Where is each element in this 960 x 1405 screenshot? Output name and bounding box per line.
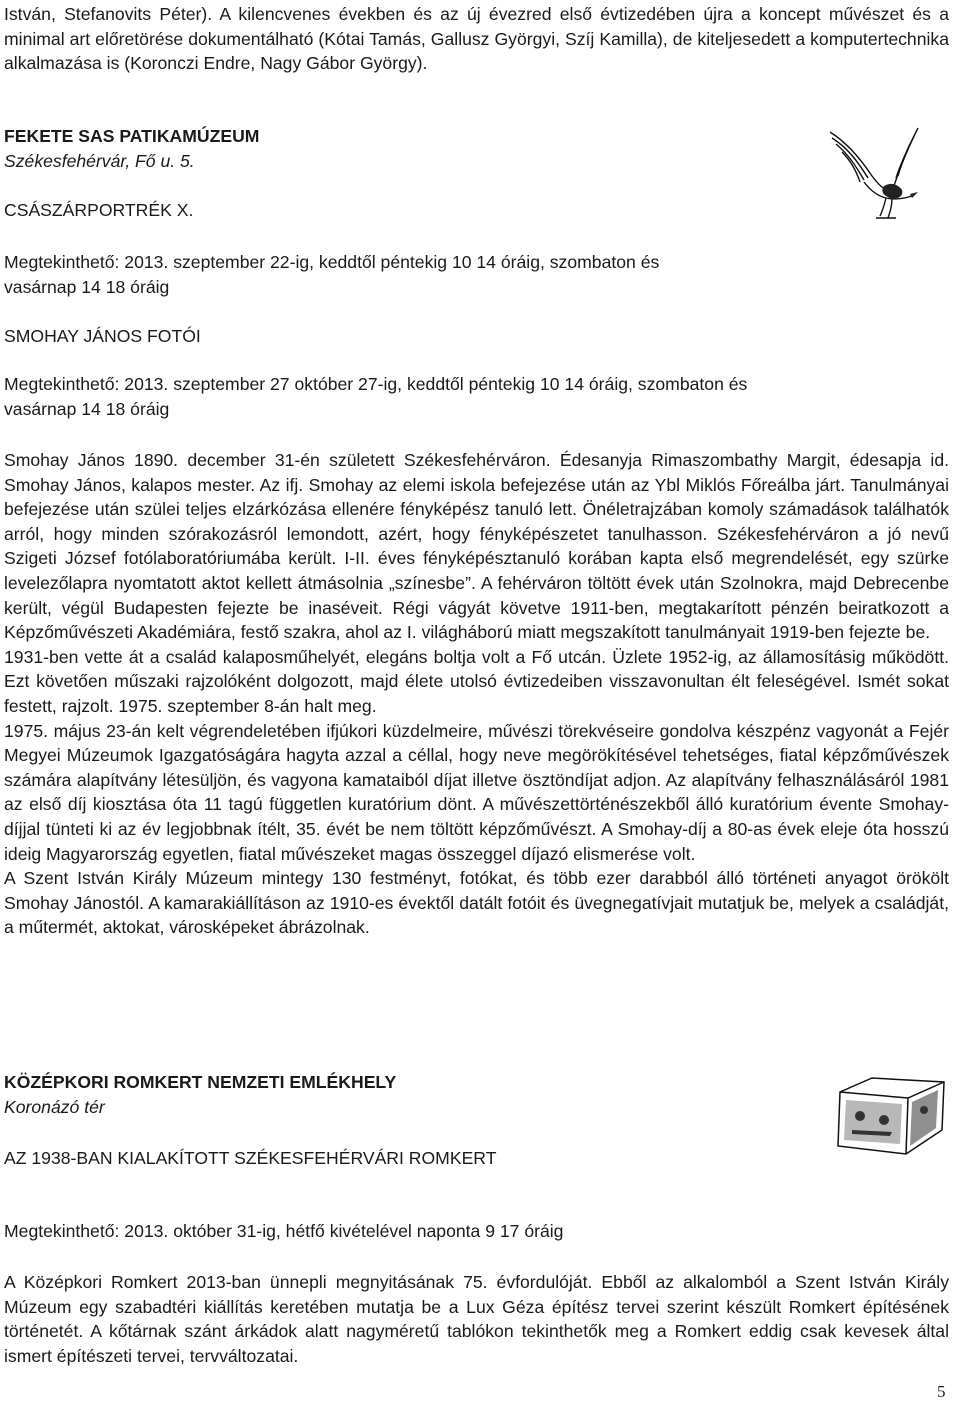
exhibition-title-2: SMOHAY JÁNOS FOTÓI bbox=[4, 326, 201, 346]
exhibition-dates-2: Megtekinthető: 2013. szeptember 27 október 27-ig, keddtől péntekig 10 14 óráig, szombaton és vasárnap 14 18 óráig bbox=[4, 374, 748, 419]
page-number: 5 bbox=[937, 1382, 946, 1401]
museum-title: FEKETE SAS PATIKAMÚZEUM bbox=[4, 126, 260, 146]
romkert-title: KÖZÉPKORI ROMKERT NEMZETI EMLÉKHELY bbox=[4, 1072, 397, 1092]
museum-address: Székesfehérvár, Fő u. 5. bbox=[4, 151, 195, 171]
romkert-description: A Középkori Romkert 2013-ban ünnepli megnyitásának 75. évfordulóját. Ebből az alkalomból a Szent István Király Múzeum egy szabadtéri kiállítás keretében mutatja be a Lux Géza építész tervei szerint készült Romkert építésének történetét. A kőtárnak szánt árkádok alatt nagyméretű tablókon tekinthetők meg a Romkert eddig csak kevesek által ismert építészeti tervei, tervváltozatai. bbox=[4, 1272, 949, 1366]
exhibition-title-1: CSÁSZÁRPORTRÉK X. bbox=[4, 200, 194, 220]
bio-paragraph: 1975. május 23-án kelt végrendeletében ifjúkori küzdelmeire, művészi törekvéseire gondolva készpénz vagyonát a Fejér Megyei Múzeumok Igazgatóságára hagyta azzal a céllal, hogy neve megörökítésével tehetséges, fiatal képzőművészek számára alapítvány létesüljön, és vagyona kamataiból díjat illetve ösztöndíjat adjon. Az alapítvány felhasználásáról 1981 az első díj kiosztása óta 11 tagú független kuratórium dönt. A művészettörténészekből álló kuratórium évente Smohay-díjjal tünteti ki az év legjobbnak ítélt, 35. évét be nem töltött képzőművészt. A Smohay-díj a 80-as évek eleje óta hosszú ideig Magyarország egyetlen, fiatal művészeket magas összeggel díjazó elismerése volt. bbox=[4, 720, 949, 864]
romkert-address: Koronázó tér bbox=[4, 1097, 105, 1117]
romkert-dates: Megtekinthető: 2013. október 31-ig, hétfő kivételével naponta 9 17 óráig bbox=[4, 1221, 564, 1241]
romkert-exhibition-title: AZ 1938-BAN KIALAKÍTOTT SZÉKESFEHÉRVÁRI ROMKERT bbox=[4, 1148, 497, 1168]
exhibition-dates-1: Megtekinthető: 2013. szeptember 22-ig, keddtől péntekig 10 14 óráig, szombaton és vasárnap 14 18 óráig bbox=[4, 252, 660, 297]
bio-paragraph: Smohay János 1890. december 31-én született Székesfehérváron. Édesanyja Rimaszombathy Margit, édesapja id. Smohay János, kalapos mester. Az ifj. Smohay az elemi iskola befejezése után az Ybl Miklós Főreálba járt. Tanulmányai befejezése után szülei teljes elzárkózása ellenére fényképész tanuló lett. Önéletrajzában komoly számadások találhatók arról, hogy minden szórakozásról lemondott, azért, hogy fényképészetet tanulhasson. Székesfehérváron a jó nevű Szigeti József fotólaboratóriumába került. I-II. éves fényképésztanuló korában kapta első megrendelését, egy szürke levelezőlapra nyomtatott aktot kellett átmásolnia „színesbe”. A fehérváron töltött évek után Szolnokra, majd Debrecenbe került, végül Budapesten fejezte be inaséveit. Régi vágyát követve 1911-ben, megtakarított pénzén beiratkozott a Képzőművészeti Akadémiára, festő szakra, ahol az I. világháború miatt megszakított tanulmányait 1919-ben fejezte be. bbox=[4, 450, 949, 643]
bio-paragraph: 1931-ben vette át a család kalaposműhelyét, elegáns boltja volt a Fő utcán. Üzlete 1952-ig, az államosításig működött. Ezt követően műszaki rajzolóként dolgozott, majd élete utolsó évtizedeiben visszavonultan élt feleségével. Ismét sokat festett, rajzolt. 1975. szeptember 8-án halt meg. bbox=[4, 646, 949, 716]
biography bbox=[4, 448, 949, 940]
intro-paragraph: István, Stefanovits Péter). A kilencvenes években és az új évezred első évtizedében újra a koncept művészet és a minimal art előretörése dokumentálható (Kótai Tamás, Gallusz Györgyi, Szíj Kamilla), de kiteljesedett a komputertechnika alkalmazása is (Koronczi Endre, Nagy Gábor György). bbox=[4, 4, 949, 74]
bio-paragraph: A Szent István Király Múzeum mintegy 130 festményt, fotókat, és több ezer darabból álló történeti anyagot örökölt Smohay Jánostól. A kamarakiállításon az 1910-es évektől datált fotóit és üvegnegatívjait mutatjuk be, melyek a családját, a műtermét, aktokat, városképeket ábrázolnak. bbox=[4, 868, 949, 938]
